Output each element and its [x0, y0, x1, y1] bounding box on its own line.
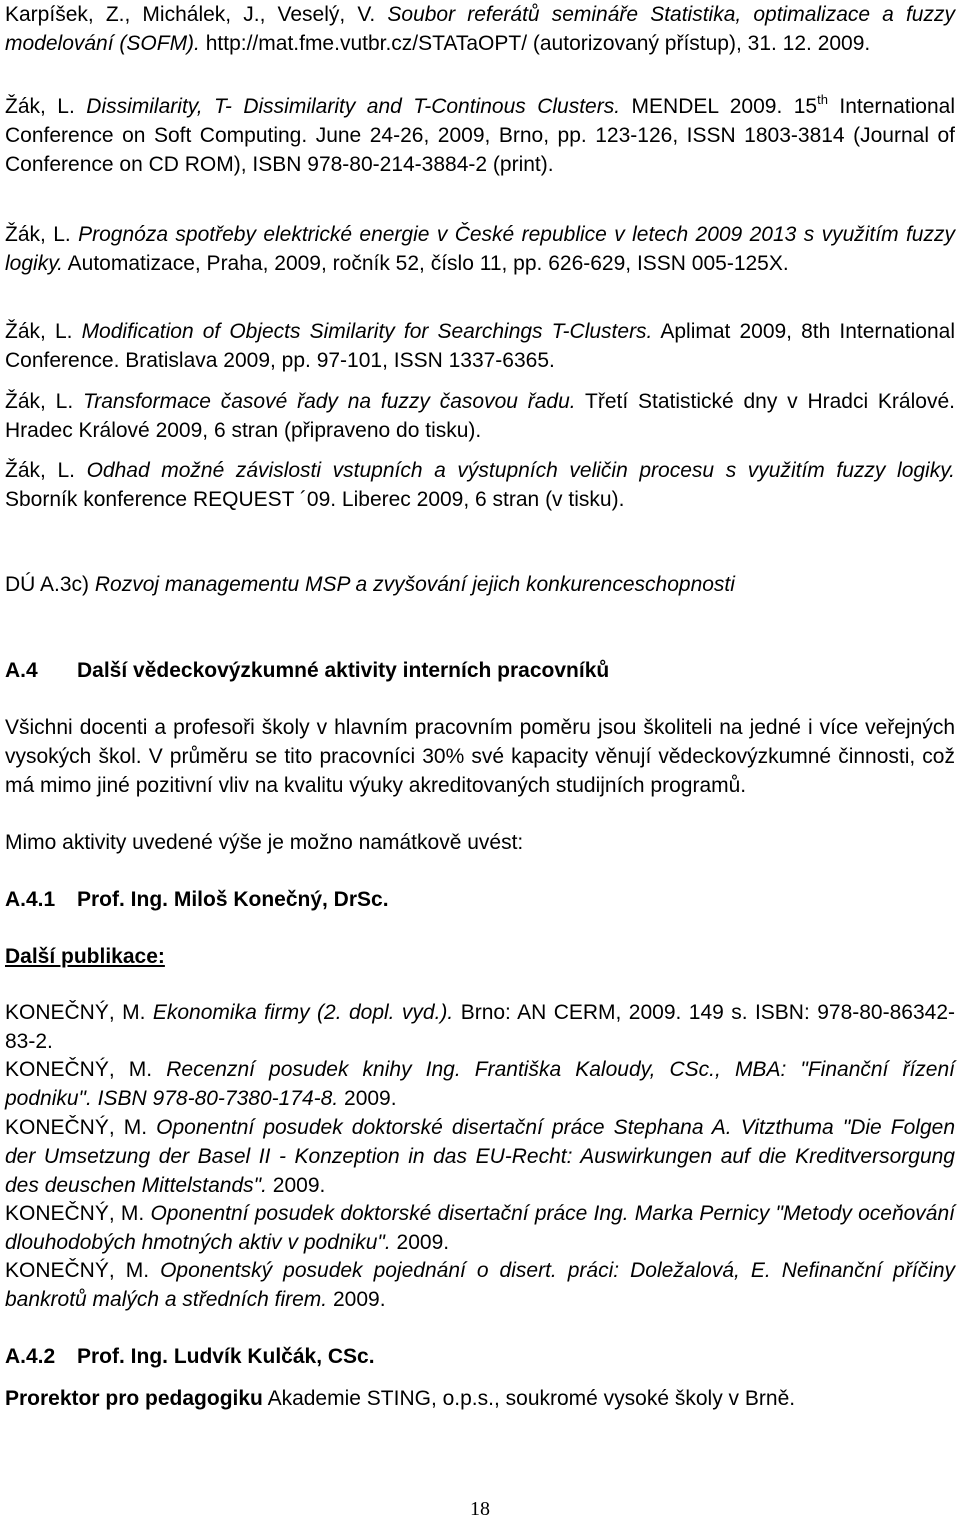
publication-item	[5, 1055, 955, 1113]
reference-authors: Žák, L.	[5, 320, 73, 343]
reference-details: http://mat.fme.vutbr.cz/STATaOPT/ (autorizovaný přístup), 31. 12. 2009.	[205, 32, 871, 55]
section-title: Další vědeckovýzkumné aktivity interních pracovníků	[77, 659, 610, 682]
publication-title: Oponentní posudek doktorské disertační práce Stephana A. Vitzthuma "Die Folgen der Umsetzung der Basel II - Konzeption in das EU-Recht: Auswirkungen auf die Kreditversorgung des deuschen Mittelstands".	[5, 1116, 955, 1197]
reference-title: Odhad možné závislosti vstupních a výstupních veličin procesu s využitím fuzzy logiky.	[86, 459, 955, 482]
reference-authors: Žák, L.	[5, 223, 71, 246]
prorektor-line	[5, 1384, 955, 1413]
subsection-heading-a42	[5, 1342, 955, 1371]
reference-title: Modification of Objects Similarity for Searchings T-Clusters.	[81, 320, 653, 343]
publication-author: KONEČNÝ, M.	[5, 1202, 145, 1225]
subsection-heading-a41	[5, 885, 955, 914]
reference-item	[5, 0, 955, 58]
reference-details: MENDEL 2009. 15	[631, 95, 818, 118]
reference-title: Prognóza spotřeby elektrické energie v České republice v letech 2009 2013 s využitím fuzzy logiky.	[5, 223, 955, 275]
du-heading	[5, 570, 955, 599]
reference-details: Sborník konference REQUEST ´09. Liberec 2009, 6 stran (v tisku).	[5, 488, 625, 511]
page-number: 18	[470, 1498, 490, 1520]
publication-author: KONEČNÝ, M.	[5, 1259, 150, 1282]
publication-item	[5, 1113, 955, 1200]
publication-rest: 2009.	[396, 1231, 450, 1254]
publication-title: Oponentský posudek pojednání o disert. práci: Doležalová, E. Nefinanční příčiny bankrotů malých a středních firem.	[5, 1259, 955, 1311]
subsection-number: A.4.2	[5, 1345, 56, 1368]
reference-authors: Žák, L.	[5, 459, 75, 482]
prorektor-label: Prorektor pro pedagogiku	[5, 1387, 263, 1410]
publication-rest: 2009.	[272, 1174, 326, 1197]
publication-title: Oponentní posudek doktorské disertační práce Ing. Marka Pernicy "Metody oceňování dlouhodobých hmotných aktiv v podniku".	[5, 1202, 955, 1254]
reference-item	[5, 456, 955, 514]
reference-title: Transformace časové řady na fuzzy časovou řadu.	[82, 390, 576, 413]
du-title: Rozvoj managementu MSP a zvyšování jejich konkurenceschopnosti	[94, 573, 735, 596]
reference-item	[5, 317, 955, 375]
subsection-name: Prof. Ing. Miloš Konečný, DrSc.	[77, 888, 389, 911]
reference-details: Třetí Statistické dny v Hradci Králové. Hradec Králové 2009, 6 stran (připraveno do tisku).	[5, 390, 955, 442]
publication-title: Recenzní posudek knihy Ing. Františka Kaloudy, CSc., MBA: "Finanční řízení podniku". ISBN 978-80-7380-174-8.	[5, 1058, 955, 1110]
publication-item	[5, 1199, 955, 1257]
reference-item	[5, 220, 955, 278]
superscript: th	[817, 92, 828, 107]
publications-heading: Další publikace:	[5, 945, 165, 968]
reference-title: Dissimilarity, T- Dissimilarity and T-Continous Clusters.	[86, 95, 621, 118]
reference-details: Aplimat 2009, 8th International Conference. Bratislava 2009, pp. 97-101, ISSN 1337-6365.	[5, 320, 955, 372]
du-prefix: DÚ A.3c)	[5, 573, 90, 596]
publication-author: KONEČNÝ, M.	[5, 1116, 148, 1139]
publication-item	[5, 1256, 955, 1314]
prorektor-text: Akademie STING, o.p.s., soukromé vysoké školy v Brně.	[267, 1387, 796, 1410]
intro-paragraph: Všichni docenti a profesoři školy v hlavním pracovním poměru jsou školiteli na jedné i více veřejných vysokých škol. V průměru se tito pracovníci 30% své kapacity věnují vědeckovýzkumné činnosti, což má mimo jiné pozitivní vliv na kvalitu výuky akreditovaných studijních programů.	[5, 716, 955, 797]
publication-item	[5, 998, 955, 1056]
publication-rest: 2009.	[332, 1288, 386, 1311]
reference-item	[5, 92, 955, 179]
publication-title: Ekonomika firmy (2. dopl. vyd.).	[152, 1001, 454, 1024]
section-heading-a4	[5, 656, 955, 685]
publication-author: KONEČNÝ, M.	[5, 1058, 153, 1081]
publication-rest: 2009.	[344, 1087, 397, 1110]
intro-line: Mimo aktivity uvedené výše je možno namátkově uvést:	[5, 831, 524, 854]
reference-authors: Žák, L.	[5, 95, 75, 118]
reference-authors: Karpíšek, Z., Michálek, J., Veselý, V.	[5, 3, 376, 26]
reference-item	[5, 387, 955, 445]
reference-details-cont: International Conference on Soft Computing. June 24-26, 2009, Brno, pp. 123-126, ISSN 1803-3814 (Journal of Conference on CD ROM), ISBN 978-80-214-3884-2 (print).	[5, 95, 955, 176]
section-number: A.4	[5, 659, 38, 682]
subsection-number: A.4.1	[5, 888, 56, 911]
reference-authors: Žák, L.	[5, 390, 74, 413]
publication-author: KONEČNÝ, M.	[5, 1001, 146, 1024]
subsection-name: Prof. Ing. Ludvík Kulčák, CSc.	[77, 1345, 375, 1368]
reference-details: Automatizace, Praha, 2009, ročník 52, číslo 11, pp. 626-629, ISSN 005-125X.	[67, 252, 789, 275]
publication-rest: Brno: AN CERM, 2009. 149 s. ISBN: 978-80-86342-83-2.	[5, 1001, 955, 1053]
reference-title: Soubor referátů semináře Statistika, optimalizace a fuzzy modelování (SOFM).	[5, 3, 955, 55]
